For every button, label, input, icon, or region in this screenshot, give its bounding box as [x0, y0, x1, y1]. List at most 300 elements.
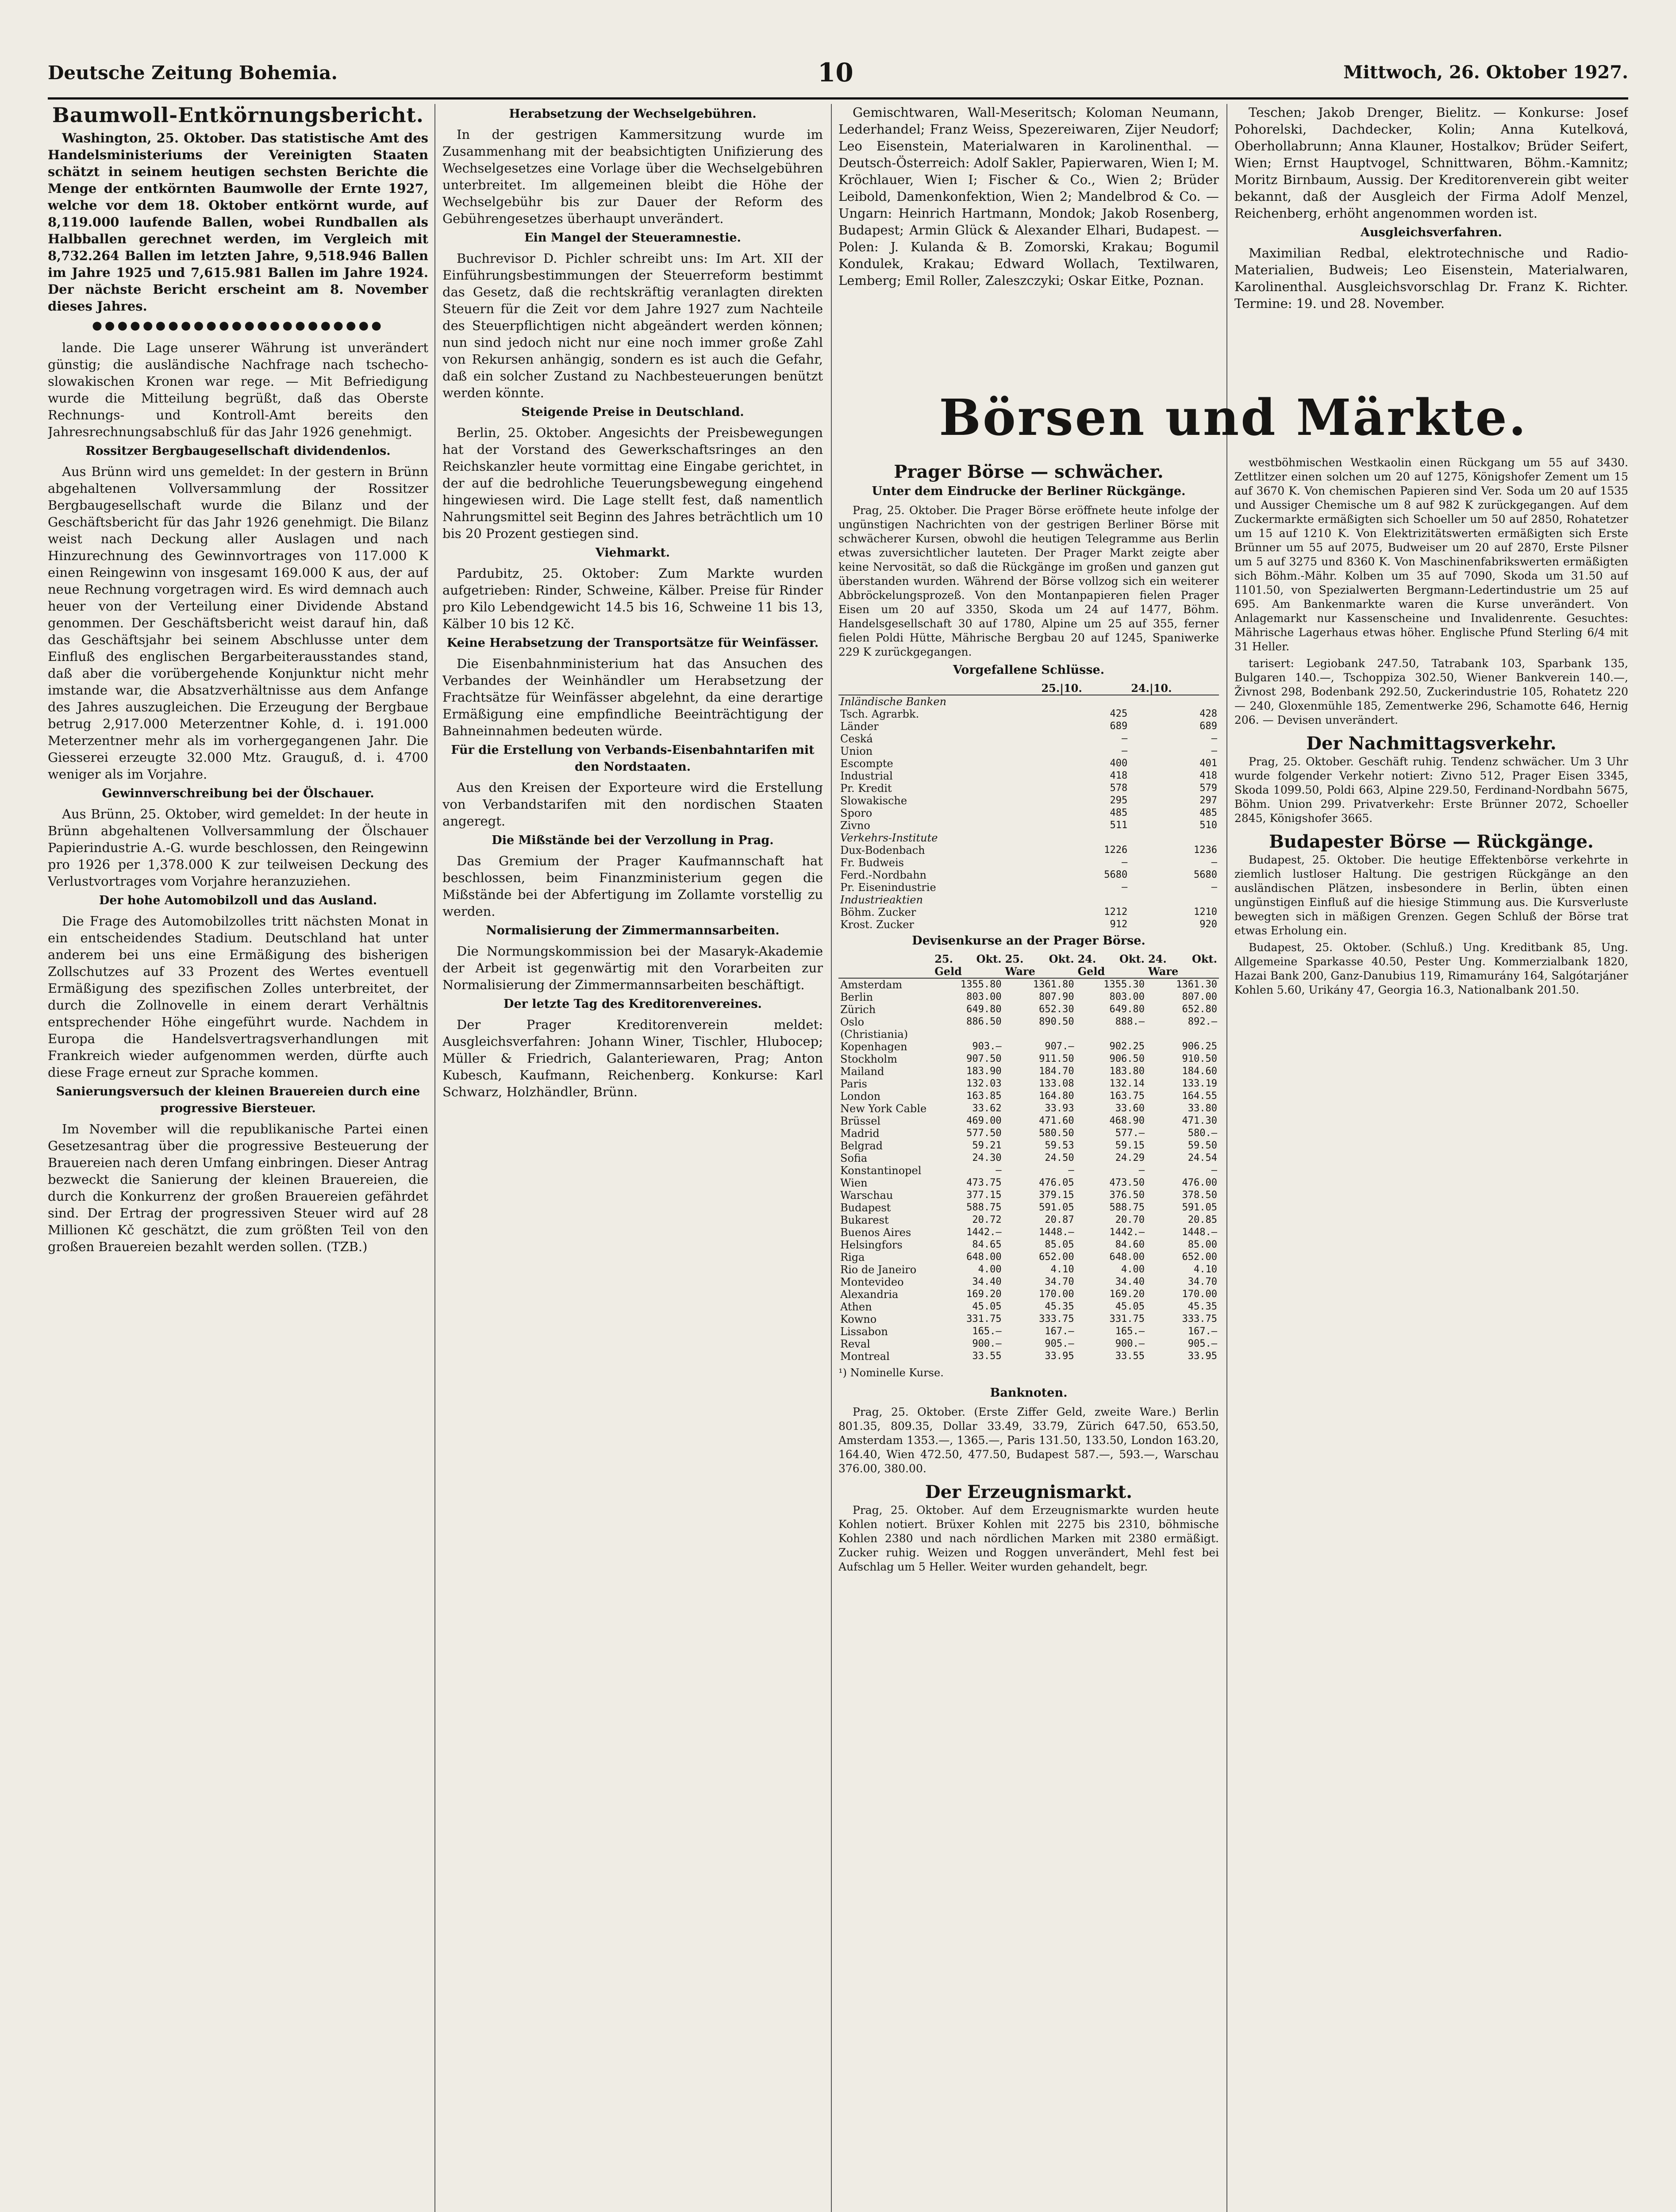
table-cell: Athen: [840, 1301, 872, 1313]
table-cell: 652.00: [1182, 1252, 1217, 1263]
article-headline: Normalisierung der Zimmermannsarbeiten.: [486, 924, 780, 937]
table-row: [838, 1177, 1219, 1189]
table-cell: 591.05: [1039, 1202, 1074, 1213]
column-3-lower: [838, 456, 1219, 2212]
table-cell: Belgrad: [840, 1140, 883, 1152]
table-cell: 163.75: [1109, 1091, 1145, 1102]
table-row: [838, 1102, 1219, 1115]
column-4-lower: [1234, 456, 1628, 2212]
article-headline: Ausgleichsverfahren.: [1361, 226, 1502, 239]
table-row: [838, 1003, 1219, 1016]
table-cell: Fr. Budweis: [840, 856, 904, 869]
article-paragraph: Budapest, 25. Oktober. (Schluß.) Ung. Kreditbank 85, Ung. Allgemeine Sparkasse 40.50, Pester Ung. Kommerzialbank 1820, Hazai Bank 200, Ganz-Danubius 119, Rimamurány 164, Salgótarjáner Kohlen 5.60, Urikány 47, Georgia 16.3, Nationalbank 201.50.: [1234, 941, 1628, 996]
table-cell: 892.—: [1188, 1016, 1217, 1027]
table-cell: Kopenhagen: [840, 1041, 907, 1053]
table-cell: 471.60: [1039, 1115, 1074, 1126]
table-cell: 33.80: [1188, 1103, 1217, 1114]
table-cell: 485: [1199, 807, 1217, 818]
table-cell: 20.70: [1115, 1214, 1145, 1225]
ornament-divider: ●●●●●●●●●●●●●●●●●●●●●●●: [92, 319, 384, 332]
table-cell: 1226: [1104, 845, 1128, 856]
table-cell: 295: [1110, 795, 1128, 806]
table-cell: Konstantinopel: [840, 1164, 922, 1177]
table-row: [838, 1078, 1219, 1090]
table-row: [838, 844, 1219, 856]
article-headline: Herabsetzung der Wechselgebühren.: [509, 107, 757, 121]
table-footnote: ¹) Nominelle Kurse.: [838, 1367, 944, 1379]
table-cell: 905.—: [1188, 1338, 1217, 1349]
table-cell: Montevideo: [840, 1276, 904, 1288]
table-cell: 164.55: [1182, 1091, 1217, 1102]
table-group-label: Verkehrs-Institute: [840, 832, 938, 844]
table-row: [838, 1152, 1219, 1164]
table-row: [838, 745, 1219, 757]
article-paragraph: Aus den Kreisen der Exporteure wird die Erstellung von Verbandstarifen mit den nordischen Staaten angeregt.: [442, 780, 823, 829]
table-cell: New York Cable: [840, 1102, 927, 1115]
table-cell: 425: [1110, 708, 1128, 719]
column-3-upper: [838, 104, 1219, 378]
table-cell: —: [1211, 733, 1217, 744]
table-cell: 1442.—: [1109, 1227, 1145, 1238]
table-cell: Berlin: [840, 991, 873, 1003]
table-cell: 907.—: [1045, 1041, 1074, 1052]
table-header-cell: 25.|10.: [1039, 682, 1129, 695]
table-cell: 578: [1110, 783, 1128, 794]
table-cell: 890.50: [1039, 1016, 1074, 1027]
table-cell: 1355.30: [1103, 979, 1145, 990]
table-cell: 297: [1199, 795, 1217, 806]
article-paragraph: Gemischtwaren, Wall-Meseritsch; Koloman Neumann, Lederhandel; Franz Weiss, Spezereiwaren, Zijer Neudorf; Leo Eisenstein, Materialwaren in Karolinenthal. — Deutsch-Österreich: Adolf Sakler, Papierwaren, Wien I; M. Kröchlauer, Wien I; Fischer & Co., Wien 2; Brüder Leibold, Damenkonfektion, Wien 2; Mandelbrod & Co. — Ungarn: Heinrich Hartmann, Mondok; Jakob Rosenberg, Budapest; Armin Glück & Alexander Elhari, Budapest. — Polen: J. Kulanda & B. Zomorski, Krakau; Bogumil Kondulek, Krakau; Edward Wollach, Textilwaren, Lemberg; Emil Roller, Zaleszczyki; Oskar Eitke, Poznan.: [838, 105, 1219, 288]
table-cell: —: [1211, 745, 1217, 757]
article-paragraph: Im November will die republikanische Partei einen Gesetzesantrag über die progressive Besteuerung der Brauereien nach deren Umfang einbringen. Dieser Antrag bezweckt die Sanierung der kleinen Brauereien, die durch die Konkurrenz der großen Brauereien gefährdet sind. Der Ertrag der progressiven Steuer wird auf 28 Millionen Kč geschätzt, die zum größten Teil von den großen Brauereien bezahlt werden sollen. (TZB.): [48, 1121, 428, 1254]
table-cell: Amsterdam: [840, 979, 903, 991]
table-cell: 588.75: [1109, 1202, 1145, 1213]
table-cell: Reval: [840, 1338, 870, 1350]
table-title: Devisenkurse an der Prager Börse.: [912, 934, 1146, 948]
table-cell: 333.75: [1039, 1313, 1074, 1325]
table-cell: 652.80: [1182, 1004, 1217, 1015]
article-paragraph: Berlin, 25. Oktober. Angesichts der Preisbewegungen hat der Vorstand des Gewerkschaftsringes an den Reichskanzler heute vormittag eine Eingabe gerichtet, in der auf die bedrohliche Teuerungsbewegung eingehend hingewiesen wird. Die Lage stellt fest, daß namentlich Nahrungsmittel seit Beginn des Jahres beträchtlich um 10 bis 20 Prozent gestiegen sind.: [442, 425, 823, 541]
table-row: [838, 1127, 1219, 1140]
table-header-cell: 24. Okt. Ware: [1146, 953, 1219, 978]
table-cell: 20.72: [972, 1214, 1002, 1225]
article-headline: Gewinnverschreibung bei der Ölschauer.: [102, 787, 374, 800]
table-cell: 33.95: [1045, 1351, 1074, 1362]
table-row: [838, 1288, 1219, 1301]
column-4-upper: [1234, 104, 1628, 378]
article-headline: Ein Mangel der Steueramnestie.: [524, 231, 741, 245]
table-row: [838, 978, 1219, 991]
table-row: [838, 795, 1219, 807]
currency-table: [838, 953, 1219, 1363]
table-cell: Oslo (Christiania): [840, 1016, 908, 1041]
table-cell: 165.—: [972, 1326, 1002, 1337]
table-cell: Madrid: [840, 1127, 880, 1140]
table-row: [838, 1263, 1219, 1276]
table-row: [838, 1301, 1219, 1313]
table-cell: 45.35: [1188, 1301, 1217, 1312]
table-cell: Helsingfors: [840, 1239, 903, 1251]
table-cell: 903.—: [972, 1041, 1002, 1052]
table-cell: 912: [1110, 919, 1128, 930]
article-paragraph: Prag, 25. Oktober. (Erste Ziffer Geld, zweite Ware.) Berlin 801.35, 809.35, Dollar 33.49, 33.79, Zürich 647.50, 653.50, Amsterdam 1353.—, 1365.—, Paris 131.50, 133.50, London 163.20, 164.40, Wien 472.50, 477.50, Budapest 587.—, 593.—, Warschau 376.00, 380.00.: [838, 1406, 1219, 1475]
article-paragraph: Die Eisenbahnministerium hat das Ansuchen des Verbandes der Weinhändler um Herabsetzung der Frachtsätze für Weinfässer abgelehnt, da eine derartige Ermäßigung eine empfindliche Beeinträchtigung der Bahneinnahmen bedeuten würde.: [442, 656, 823, 738]
table-cell: 165.—: [1115, 1326, 1145, 1337]
table-cell: Lissabon: [840, 1325, 888, 1338]
article-headline: Banknoten.: [990, 1386, 1068, 1400]
table-cell: 476.00: [1182, 1177, 1217, 1188]
table-title: Vorgefallene Schlüsse.: [953, 663, 1105, 677]
table-cell: —: [1211, 857, 1217, 868]
table-cell: 906.25: [1182, 1041, 1217, 1052]
table-cell: 34.40: [1115, 1276, 1145, 1287]
table-group-row: [838, 832, 1219, 844]
table-cell: 580.50: [1039, 1128, 1074, 1139]
trades-table: [838, 682, 1219, 931]
article-paragraph: Die Normungskommission bei der Masaryk-Akademie der Arbeit ist gegenwärtig mit den Vorarbeiten zur Normalisierung der Zimmermannsarbeiten beschäftigt.: [442, 944, 823, 992]
table-cell: 588.75: [966, 1202, 1002, 1213]
table-cell: 803.00: [966, 991, 1002, 1002]
table-cell: 652.30: [1039, 1004, 1074, 1015]
table-cell: 45.05: [1115, 1301, 1145, 1312]
table-group-row: [838, 695, 1219, 708]
table-cell: 379.15: [1039, 1190, 1074, 1201]
table-row: [838, 1338, 1219, 1350]
table-cell: 33.62: [972, 1103, 1002, 1114]
article-paragraph: westböhmischen Westkaolin einen Rückgang um 55 auf 3430. Zettlitzer einen solchen um 20 auf 1275, Königshofer Zement um 15 auf 3670 K. Von chemischen Papieren sind Ver. Soda um 20 auf 1535 und Aussiger Chemische um 8 auf 982 K zurückgegangen. Auf dem Zuckermarkte ermäßigten sich Schoeller um 50 auf 2850, Rohatetzer um 15 auf 1210 K. Von Elektrizitätswerten ermäßigten sich Erste Brünner um 55 auf 2075, Budweiser um 20 auf 2870, Erste Pilsner um 5 auf 3275 und 8360 K. Von Maschinenfabrikswerten ermäßigten sich Böhm.-Mähr. Kolben um 35 auf 7090, Skoda um 31.50 auf 1101.50, von Spezialwerten Bergmann-Ledertindustrie um 25 auf 695. Am Bankenmarkte waren die Kurse unverändert. Von Anlagemarkt nur Kassenscheine und Invalidenrente. Gesuchtes: Mährische Lagerhaus etwas höher. Englische Pfund Sterling 6/4 mit 31 Heller.: [1234, 456, 1628, 653]
table-row: [838, 807, 1219, 819]
table-header-cell: [838, 953, 933, 978]
article-paragraph: Teschen; Jakob Drenger, Bielitz. — Konkurse: Josef Pohorelski, Dachdecker, Kolin; Anna Kutelková, Oberhollabrunn; Anna Klauner, Hostalkov; Brüder Seifert, Wien; Ernst Hauptvogel, Schnittwaren, Böhm.-Kamnitz; Moritz Birnbaum, Aussig. Der Kreditorenverein gibt weiter bekannt, daß der Ausgleich der Firma Adolf Menzel, Reichenberg, erhöht angenommen worden ist.: [1234, 105, 1628, 221]
table-cell: 34.70: [1188, 1276, 1217, 1287]
table-cell: —: [1068, 1165, 1074, 1176]
table-cell: Ferd.-Nordbahn: [840, 869, 926, 881]
table-cell: 418: [1110, 770, 1128, 781]
column-rule: [831, 104, 832, 2212]
article-paragraph: In der gestrigen Kammersitzung wurde im Zusammenhang mit der beabsichtigten Unifizierung des Wechselgesetzes eine Vorlage über die Wechselgebühren unterbreitet. Im allgemeinen bleibt die Höhe der Wechselgebühr bis zur Dauer der Reform des Gebührengesetzes überhaupt unverändert.: [442, 127, 823, 226]
article-paragraph: Der Prager Kreditorenverein meldet: Ausgleichsverfahren: Johann Winer, Tischler, Hlubocep; Müller & Friedrich, Galanteriewaren, Prag; Anton Kubesch, Kaufmann, Reichenberg. Konkurse: Karl Schwarz, Holzhändler, Brünn.: [442, 1017, 823, 1099]
article-headline: Steigende Preise in Deutschland.: [521, 405, 744, 419]
table-row: [838, 782, 1219, 795]
table-cell: —: [1138, 1165, 1145, 1176]
table-cell: 400: [1110, 758, 1128, 769]
table-cell: 33.95: [1188, 1351, 1217, 1362]
table-row: [838, 1164, 1219, 1177]
table-cell: 648.00: [966, 1252, 1002, 1263]
table-cell: 34.70: [1045, 1276, 1074, 1287]
article-headline: Der Erzeugnismarkt.: [925, 1482, 1133, 1502]
page-header: [48, 58, 1628, 100]
table-row: [838, 1325, 1219, 1338]
table-cell: Industrial: [840, 770, 893, 782]
article-headline: Budapester Börse — Rückgänge.: [1269, 831, 1594, 852]
table-row: [838, 819, 1219, 832]
table-cell: Alexandria: [840, 1288, 899, 1301]
table-cell: 4.00: [1121, 1264, 1145, 1275]
table-cell: Krost. Zucker: [840, 918, 914, 931]
table-row: [838, 1226, 1219, 1239]
table-cell: Union: [840, 745, 873, 757]
table-cell: 132.14: [1109, 1078, 1145, 1089]
table-cell: 911.50: [1039, 1053, 1074, 1064]
table-cell: 20.87: [1045, 1214, 1074, 1225]
table-cell: 167.—: [1188, 1326, 1217, 1337]
article-paragraph: Maximilian Redbal, elektrotechnische und Radio-Materialien, Budweis; Leo Eisenstein, Materialwaren, Karolinenthal. Ausgleichsvorschlag Dr. Franz K. Richter. Termine: 19. und 28. November.: [1234, 246, 1628, 311]
table-cell: 33.55: [972, 1351, 1002, 1362]
table-cell: 84.65: [972, 1239, 1002, 1250]
table-cell: Rio de Janeiro: [840, 1263, 917, 1276]
table-row: [838, 1016, 1219, 1041]
column-1: [48, 104, 428, 2212]
table-cell: 1448.—: [1039, 1227, 1074, 1238]
article-paragraph: Pardubitz, 25. Oktober: Zum Markte wurden aufgetrieben: Rinder, Schweine, Kälber. Preise für Rinder pro Kilo Lebendgewicht 14.5 bis 16, Schweine 11 bis 13, Kälber 10 bis 12 Kč.: [442, 566, 823, 631]
table-cell: 1210: [1194, 906, 1217, 918]
article-subheadline: Unter dem Eindrucke der Berliner Rückgänge.: [872, 484, 1186, 498]
table-cell: 183.90: [966, 1066, 1002, 1077]
table-cell: Bukarest: [840, 1214, 889, 1226]
table-cell: 906.50: [1109, 1053, 1145, 1064]
table-cell: 33.55: [1115, 1351, 1145, 1362]
table-cell: Pr. Eisenindustrie: [840, 881, 936, 894]
table-cell: 900.—: [1115, 1338, 1145, 1349]
table-cell: 5680: [1194, 869, 1217, 880]
table-cell: 184.70: [1039, 1066, 1074, 1077]
table-cell: 59.53: [1045, 1140, 1074, 1151]
article-headline: Viehmarkt.: [595, 546, 670, 560]
section-banner: Börsen und Märkte.: [939, 389, 1528, 447]
table-row: [838, 918, 1219, 931]
table-cell: 652.00: [1039, 1252, 1074, 1263]
table-cell: 133.08: [1039, 1078, 1074, 1089]
table-cell: 59.15: [1115, 1140, 1145, 1151]
table-cell: 24.30: [972, 1152, 1002, 1164]
table-cell: Montreal: [840, 1350, 890, 1363]
table-cell: 133.19: [1182, 1078, 1217, 1089]
table-cell: Riga: [840, 1251, 865, 1263]
table-cell: 888.—: [1115, 1016, 1145, 1027]
table-cell: 33.93: [1045, 1103, 1074, 1114]
table-row: [838, 991, 1219, 1003]
article-headline: Der Nachmittagsverkehr.: [1306, 733, 1557, 754]
table-cell: Warschau: [840, 1189, 893, 1202]
table-cell: 1355.80: [960, 979, 1002, 990]
table-cell: 85.05: [1045, 1239, 1074, 1250]
table-cell: 1236: [1194, 845, 1217, 856]
table-row: [838, 1090, 1219, 1102]
table-cell: Böhm. Zucker: [840, 906, 916, 918]
table-cell: 428: [1199, 708, 1217, 719]
table-cell: Slowakische: [840, 795, 907, 807]
table-row: [838, 1276, 1219, 1288]
table-cell: 510: [1199, 820, 1217, 831]
table-cell: —: [996, 1165, 1002, 1176]
table-cell: 84.60: [1115, 1239, 1145, 1250]
article-paragraph: Das Gremium der Prager Kaufmannschaft hat beschlossen, beim Finanzministerium gegen die Mißstände bei der Abfertigung im Zollamte vorstellig zu werden.: [442, 853, 823, 919]
article-headline: Baumwoll-Entkörnungsbericht.: [52, 104, 424, 127]
table-cell: 689: [1110, 721, 1128, 732]
table-cell: 1361.30: [1176, 979, 1217, 990]
table-cell: Sporo: [840, 807, 873, 819]
table-cell: 591.05: [1182, 1202, 1217, 1213]
table-cell: 401: [1199, 758, 1217, 769]
table-cell: Mailand: [840, 1065, 884, 1078]
table-cell: 886.50: [966, 1016, 1002, 1027]
article-headline: Der letzte Tag des Kreditorenvereines.: [504, 997, 762, 1011]
table-cell: 473.75: [966, 1177, 1002, 1188]
table-cell: —: [1211, 1165, 1217, 1176]
table-row: [838, 906, 1219, 918]
table-row: [838, 1189, 1219, 1202]
table-cell: 169.20: [966, 1289, 1002, 1300]
table-cell: 803.00: [1109, 991, 1145, 1002]
article-headline: Die Mißstände bei der Verzollung in Prag.: [492, 833, 774, 847]
table-cell: 170.00: [1182, 1289, 1217, 1300]
table-cell: 59.50: [1188, 1140, 1217, 1151]
article-paragraph: lande. Die Lage unserer Währung ist unverändert günstig; die ausländische Nachfrage nach tschecho-slowakischen Kronen war rege. — Mit Befriedigung wurde die Mitteilung begrüßt, daß das Oberste Rechnungs- und Kontroll-Amt bereits den Jahresrechnungsabschluß für das Jahr 1926 genehmigt.: [48, 340, 428, 439]
article-paragraph: Prag, 25. Oktober. Geschäft ruhig. Tendenz schwächer. Um 3 Uhr wurde folgender Verkehr notiert: Zivno 512, Prager Eisen 3345, Skoda 1099.50, Poldi 663, Alpine 229.50, Ferdinand-Nordbahn 5675, Böhm. Union 299. Privatverkehr: Erste Brünner 2072, Schoeller 2845, Königshofer 3665.: [1234, 755, 1628, 825]
table-cell: Tsch. Agrarbk.: [840, 708, 919, 720]
table-cell: 471.30: [1182, 1115, 1217, 1126]
table-cell: 33.60: [1115, 1103, 1145, 1114]
article-paragraph: Prag, 25. Oktober. Die Prager Börse eröffnete heute infolge der ungünstigen Nachrichten von der gestrigen Berliner Börse mit schwächerer Kursen, obwohl die heutigen Telegramme aus Berlin etwas zuversichtlicher lauteten. Der Prager Markt zeigte aber keine Nervosität, so daß die Rückgänge im großen und ganzen gut überstanden wurden. Während der Börse vollzog sich ein weiterer Abbröckelungsprozeß. Von den Montanpapieren fielen Prager Eisen um 20 auf 3350, Skoda um 24 auf 1477, Böhm. Handelsgesellschaft 30 auf 1780, Alpine um 25 auf 355, ferner fielen Poldi Hütte, Mährische Bergbau 20 auf 1245, Spaniwerke 229 K zurückgegangen.: [838, 504, 1219, 658]
table-row: [838, 770, 1219, 782]
article-headline: Für die Erstellung von Verbands-Eisenbahntarifen mit den Nordstaaten.: [451, 743, 815, 774]
table-cell: 333.75: [1182, 1313, 1217, 1325]
table-cell: 807.90: [1039, 991, 1074, 1002]
table-cell: 4.10: [1194, 1264, 1217, 1275]
table-row: [838, 1041, 1219, 1053]
table-cell: 169.20: [1109, 1289, 1145, 1300]
table-cell: —: [1121, 745, 1128, 757]
table-row: [838, 1251, 1219, 1263]
table-row: [838, 708, 1219, 720]
table-cell: 24.50: [1045, 1152, 1074, 1164]
column-2: [442, 104, 823, 2212]
table-header-cell: 24.|10.: [1129, 682, 1219, 695]
table-cell: 163.85: [966, 1091, 1002, 1102]
table-cell: 167.—: [1045, 1326, 1074, 1337]
table-cell: 24.54: [1188, 1152, 1217, 1164]
table-cell: Brüssel: [840, 1115, 881, 1127]
table-cell: 20.85: [1188, 1214, 1217, 1225]
article-paragraph: Aus Brünn, 25. Oktober, wird gemeldet: In der heute in Brünn abgehaltenen Vollversammlung der Ölschauer Papierindustrie A.-G. wurde beschlossen, den Reingewinn pro 1926 per 1,378.000 K zur teilweisen Deckung des Verlustvortrages vom Vorjahre heranzuziehen.: [48, 806, 428, 889]
table-cell: 1212: [1104, 906, 1128, 918]
table-row: [838, 856, 1219, 869]
table-cell: 24.29: [1115, 1152, 1145, 1164]
table-cell: Pr. Kredit: [840, 782, 892, 795]
table-cell: London: [840, 1090, 881, 1102]
table-cell: 920: [1199, 919, 1217, 930]
table-cell: —: [1121, 882, 1128, 893]
table-cell: 907.50: [966, 1053, 1002, 1064]
table-cell: 34.40: [972, 1276, 1002, 1287]
table-cell: 377.15: [966, 1190, 1002, 1201]
table-cell: Länder: [840, 720, 879, 733]
table-cell: Kowno: [840, 1313, 877, 1325]
article-lead: Washington, 25. Oktober. Das statistische Amt des Handelsministeriums der Vereinigten Staaten schätzt in seinem heutigen sechsten Berichte die Menge der entkörnten Baumwolle der Ernte 1927, welche vor dem 18. Oktober entkörnt wurde, auf 8,119.000 laufende Ballen, wobei Rundballen als Halbballen gerechnet werden, im Vergleich mit 8,732.264 Ballen im letzten Jahre, 9,518.946 Ballen im Jahre 1925 und 7,615.981 Ballen im Jahre 1924. Der nächste Bericht erscheint am 8. November dieses Jahres.: [48, 131, 428, 314]
table-cell: 418: [1199, 770, 1217, 781]
article-headline: Prager Börse — schwächer.: [894, 461, 1164, 482]
table-cell: 476.05: [1039, 1177, 1074, 1188]
table-row: [838, 1140, 1219, 1152]
page-number: 10: [818, 58, 853, 88]
article-paragraph: Buchrevisor D. Pichler schreibt uns: Im Art. XII der Einführungsbestimmungen der Steuerreform bestimmt das Gesetz, daß die rechtskräftig veranlagten direkten Steuern für die Zeit vor dem Jahre 1927 zum Nachteile des Steuerpflichtigen nicht abgeändert werden können; nun sind jedoch nicht nur eine noch immer große Zahl von Rekursen anhängig, sondern es ist auch die Gefahr, daß ein solcher Zustand zu Nachbesteuerungen benützt werden könnte.: [442, 251, 823, 400]
table-cell: 1448.—: [1182, 1227, 1217, 1238]
table-group-label: Industrieaktien: [840, 894, 923, 906]
table-row: [838, 1065, 1219, 1078]
article-paragraph: tarisert: Legiobank 247.50, Tatrabank 103, Sparbank 135, Bulgaren 140.—, Tschoppiza 302.50, Wiener Bankverein 140.—, Živnost 298, Bodenbank 292.50, Zuckerindustrie 105, Rohatetz 220 — 240, Gloxenmühle 185, Zementwerke 296, Schamotte 646, Hernig 206. — Devisen unverändert.: [1234, 657, 1628, 726]
table-cell: 807.00: [1182, 991, 1217, 1002]
table-header-cell: 24. Okt. Geld: [1076, 953, 1146, 978]
table-group-row: [838, 894, 1219, 906]
table-cell: 4.00: [978, 1264, 1002, 1275]
table-row: [838, 757, 1219, 770]
table-cell: 378.50: [1182, 1190, 1217, 1201]
table-row: [838, 1239, 1219, 1251]
article-paragraph: Prag, 25. Oktober. Auf dem Erzeugnismarkte wurden heute Kohlen notiert. Brüxer Kohlen mit 2275 bis 2310, böhmische Kohlen 2380 und nach nördlichen Marken mit 2380 ermäßigt. Zucker ruhig. Weizen und Roggen unverändert, Mehl fest bei Aufschlag um 5 Heller. Weiter wurden gehandelt, begr.: [838, 1504, 1219, 1573]
table-cell: 85.00: [1188, 1239, 1217, 1250]
table-cell: 511: [1110, 820, 1128, 831]
table-cell: Zürich: [840, 1003, 876, 1016]
table-cell: Dux-Bodenbach: [840, 844, 925, 856]
table-cell: Escompte: [840, 757, 893, 770]
table-cell: Stockholm: [840, 1053, 897, 1065]
table-header-cell: [838, 682, 1039, 695]
table-row: [838, 733, 1219, 745]
table-cell: 910.50: [1182, 1053, 1217, 1064]
table-cell: 1361.80: [1033, 979, 1074, 990]
table-row: [838, 869, 1219, 881]
article-headline: Der hohe Automobilzoll und das Ausland.: [99, 894, 377, 907]
table-row: [838, 1350, 1219, 1363]
table-cell: 45.35: [1045, 1301, 1074, 1312]
article-headline: Rossitzer Bergbaugesellschaft dividendenlos.: [85, 444, 391, 458]
article-paragraph: Budapest, 25. Oktober. Die heutige Effektenbörse verkehrte in ziemlich lustloser Haltung. Die gestrigen Rückgänge an den ausländischen Plätzen, insbesondere in Berlin, übten einen ungünstigen Einfluß auf die hiesige Stimmung aus. Die Kursverluste bewegten sich in mäßigen Grenzen. Gegen Schluß der Börse trat etwas Erholung ein.: [1234, 853, 1628, 937]
table-cell: Buenos Aires: [840, 1226, 911, 1239]
table-header-cell: 25. Okt. Ware: [1003, 953, 1076, 978]
table-cell: 579: [1199, 783, 1217, 794]
table-row: [838, 1214, 1219, 1226]
article-paragraph: Aus Brünn wird uns gemeldet: In der gestern in Brünn abgehaltenen Vollversammlung der Rossitzer Bergbaugesellschaft wurde die Bilanz und der Geschäftsbericht für das Jahr 1926 genehmigt. Die Bilanz weist nach Deckung aller Auslagen und nach Hinzurechnung des Gewinnvortrages von 117.000 K einen Reingewinn von insgesamt 169.000 K aus, der auf neue Rechnung vorgetragen wird. Es wird demnach auch heuer von der Verteilung einer Dividende Abstand genommen. Der Geschäftsbericht weist darauf hin, daß das Geschäftsjahr bei seinem Abschlusse unter dem Einfluß des englischen Bergarbeiterausstandes stand, daß aber die vorübergehende Konjunktur nicht mehr imstande war, die Absatzverhältnisse aus dem Anfange des Jahres auszugleichen. Die Erzeugung der Bergbaue betrug 2,917.000 Meterzentner Kohle, d. i. 191.000 Meterzentner mehr als im vorhergegangenen Jahr. Die Giesserei erzeugte 32.000 Mtz. Grauguß, d. i. 4700 weniger als im Vorjahre.: [48, 464, 428, 782]
column-rule: [434, 104, 435, 2212]
table-row: [838, 1202, 1219, 1214]
article-headline: Keine Herabsetzung der Transportsätze für Weinfässer.: [446, 636, 819, 650]
table-group-label: Inländische Banken: [840, 695, 947, 708]
table-cell: Sofia: [840, 1152, 868, 1164]
table-cell: 331.75: [1109, 1313, 1145, 1325]
table-cell: 577.50: [966, 1128, 1002, 1139]
table-cell: 648.00: [1109, 1252, 1145, 1263]
table-cell: 649.80: [966, 1004, 1002, 1015]
table-cell: 577.—: [1115, 1128, 1145, 1139]
table-cell: 170.00: [1039, 1289, 1074, 1300]
table-row: [838, 720, 1219, 733]
table-cell: 900.—: [972, 1338, 1002, 1349]
table-header-cell: 25. Okt. Geld: [933, 953, 1003, 978]
table-cell: 485: [1110, 807, 1128, 818]
table-cell: 5680: [1104, 869, 1128, 880]
table-cell: 580.—: [1188, 1128, 1217, 1139]
table-cell: 183.80: [1109, 1066, 1145, 1077]
table-cell: 59.21: [972, 1140, 1002, 1151]
table-cell: 331.75: [966, 1313, 1002, 1325]
table-cell: 469.00: [966, 1115, 1002, 1126]
article-paragraph: Die Frage des Automobilzolles tritt nächsten Monat in ein entscheidendes Stadium. Deutschland hat unter anderem bei uns eine Ermäßigung des bisherigen Zollschutzes auf 33 Prozent des Wertes eventuell Ermäßigung des spezifischen Zolles unterbreitet, der durch die Zollnovelle in einem derart Verhältnis entsprechender Höhe eingeführt wurde. Nachdem in Europa die Handelsvertragsverhandlungen mit Frankreich wieder aufgenommen werden, dürfte auch diese Frage erneut zur Sprache kommen.: [48, 914, 428, 1080]
table-cell: Zivno: [840, 819, 870, 832]
table-cell: 184.60: [1182, 1066, 1217, 1077]
table-cell: Wien: [840, 1177, 868, 1189]
table-cell: 902.25: [1109, 1041, 1145, 1052]
